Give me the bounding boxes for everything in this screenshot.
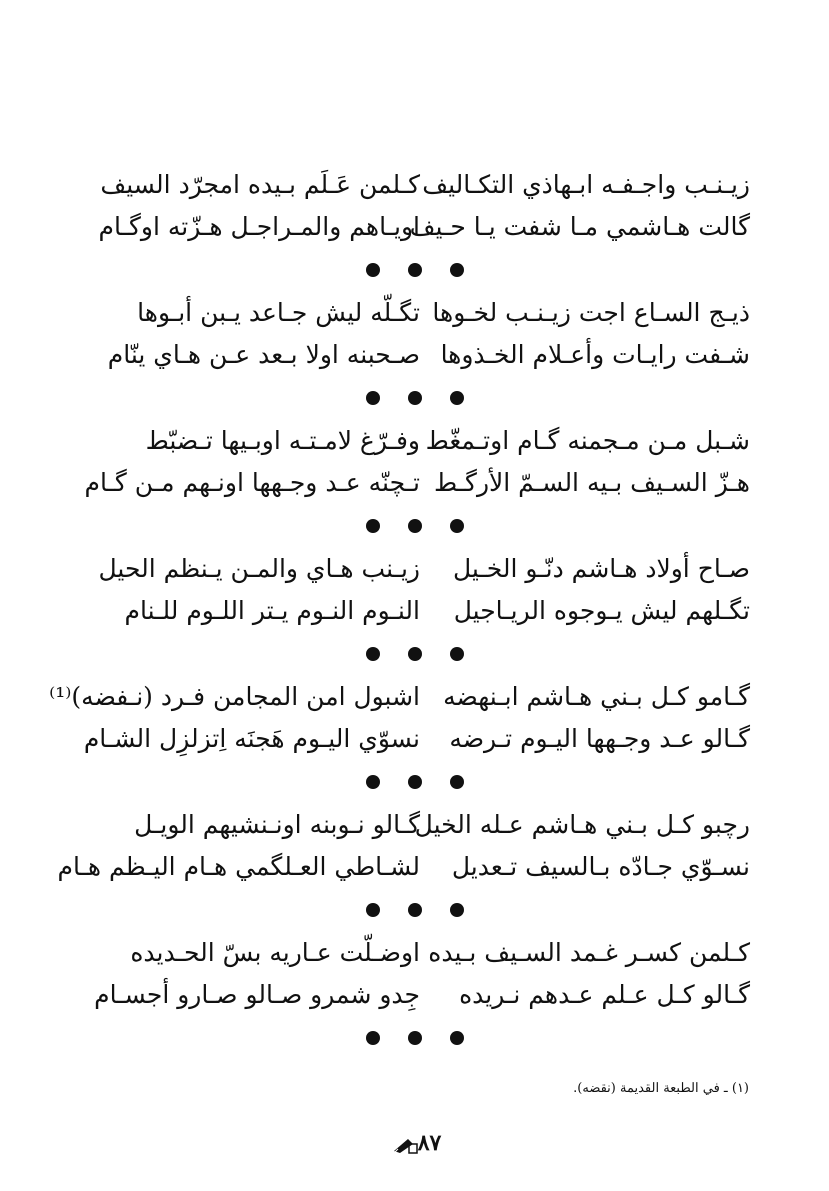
verse-line [80,974,750,1016]
divider-dot [450,1031,464,1045]
verse-second-hemistich: تگـلّه ليش جـاعد يـبن أبـوها [137,298,420,327]
divider-dot [450,775,464,789]
stanza-divider [80,888,750,932]
stanza-divider [80,1016,750,1060]
divider-dot [450,519,464,533]
divider-dot [366,775,380,789]
verse-line [80,462,750,504]
divider-dot [408,1031,422,1045]
verse-second-hemistich: لشـاطي العـلگمي هـام اليـظم هـام [57,852,420,881]
stanza [80,420,750,548]
verse-second-hemistich: جِدو شمرو صـالو صـارو أجسـام [94,980,420,1009]
verse-first-hemistich: گـالو كـل عـلم عـدهم نـريده [459,980,750,1009]
poem-body [49,164,750,1060]
stanza [80,164,750,292]
verse-first-hemistich: گالت هـاشمي مـا شفت يـا حـيف [409,212,750,241]
stanza [80,932,750,1060]
verse-line [80,548,750,590]
verse-second-hemistich: زيـنب هـاي والمـن يـنظم الحيل [98,554,420,583]
verse-first-hemistich: زيـنـب واجـفـه ابـهاذي التكـاليف [422,170,750,199]
divider-dot [408,903,422,917]
verse-line [80,206,750,248]
stanza-divider [80,760,750,804]
verse-second-hemistich: تـچنّه عـد وجـهها اونـهم مـن گـام [84,468,420,497]
divider-dot [366,519,380,533]
verse-first-hemistich: شـفت رايـات وأعـلام الخـذوها [440,340,750,369]
verse-line [80,932,750,974]
verse-line [80,334,750,376]
stanza [80,548,750,676]
divider-dot [450,903,464,917]
verse-second-hemistich: اشبول امن المجامن فـرد (نـفضه)⁽¹⁾ [49,682,420,711]
divider-dot [408,263,422,277]
verse-second-hemistich: اويـاهم والمـراجـل هـزّته اوگـام [98,212,420,241]
divider-dot [366,391,380,405]
page-number-area [0,1130,829,1156]
verse-first-hemistich: گـامو كـل بـني هـاشم ابـنهضه [443,682,750,711]
stanza-divider [80,632,750,676]
verse-line [80,420,750,462]
verse-line [80,804,750,846]
divider-dot [366,263,380,277]
verse-second-hemistich: صـحبنه اولا بـعد عـن هـاي ينّام [107,340,420,369]
stanza [80,292,750,420]
stanza-divider [80,248,750,292]
verse-first-hemistich: صـاح أولاد هـاشم دنّـو الخـيل [452,554,750,583]
divider-dot [408,647,422,661]
divider-dot [366,903,380,917]
verse-second-hemistich: گـالو نـوبنه اونـنشيهم الويـل [134,810,420,839]
divider-dot [408,519,422,533]
verse-second-hemistich: كـلمن عَـلَم بـيده امجرّد السيف [100,170,420,199]
verse-second-hemistich: نسوّي اليـوم هَجنَه اِتزلزِل الشـام [83,724,420,753]
verse-line [80,590,750,632]
verse-second-hemistich: النـوم النـوم يـتر اللـوم للـنام [124,596,420,625]
stanza [57,804,750,932]
divider-dot [366,647,380,661]
stanza-divider [80,376,750,420]
verse-first-hemistich: هـزّ السـيف بـيه السـمّ الأرگـط [434,468,750,497]
verse-first-hemistich: ذيـج السـاع اجت زيـنـب لخـوها [432,298,750,327]
verse-first-hemistich: شـبل مـن مـجمنه گـام اوتـمغّط [425,426,750,455]
verse-second-hemistich: وفـرّغ لامـتـه اوبـيها تـضبّط [145,426,420,455]
divider-dot [408,775,422,789]
page-number: ٨٧ [417,1130,442,1156]
pen-icon [392,1134,418,1152]
divider-dot [450,263,464,277]
divider-dot [450,647,464,661]
verse-line [80,718,750,760]
footnote: (١) ـ في الطبعة القديمة (نقضه). [573,1081,749,1096]
verse-first-hemistich: رچبو كـل بـني هـاشم عـله الخيل [414,810,750,839]
verse-line [80,292,750,334]
verse-line [49,676,750,718]
verse-line [57,846,750,888]
divider-dot [366,1031,380,1045]
stanza [49,676,750,804]
divider-dot [450,391,464,405]
verse-first-hemistich: نسـوّي جـادّه بـالسيف تـعديل [451,852,750,881]
verse-first-hemistich: كـلمن كسـر غـمد السـيف بـيده [428,938,750,967]
stanza-divider [80,504,750,548]
verse-second-hemistich: اوضـلّت عـاريه بسّ الحـديده [130,938,420,967]
verse-line [80,164,750,206]
verse-first-hemistich: تگـلهم ليش يـوجوه الريـاجيل [453,596,750,625]
divider-dot [408,391,422,405]
verse-first-hemistich: گـالو عـد وجـهها اليـوم تـرضه [449,724,750,753]
